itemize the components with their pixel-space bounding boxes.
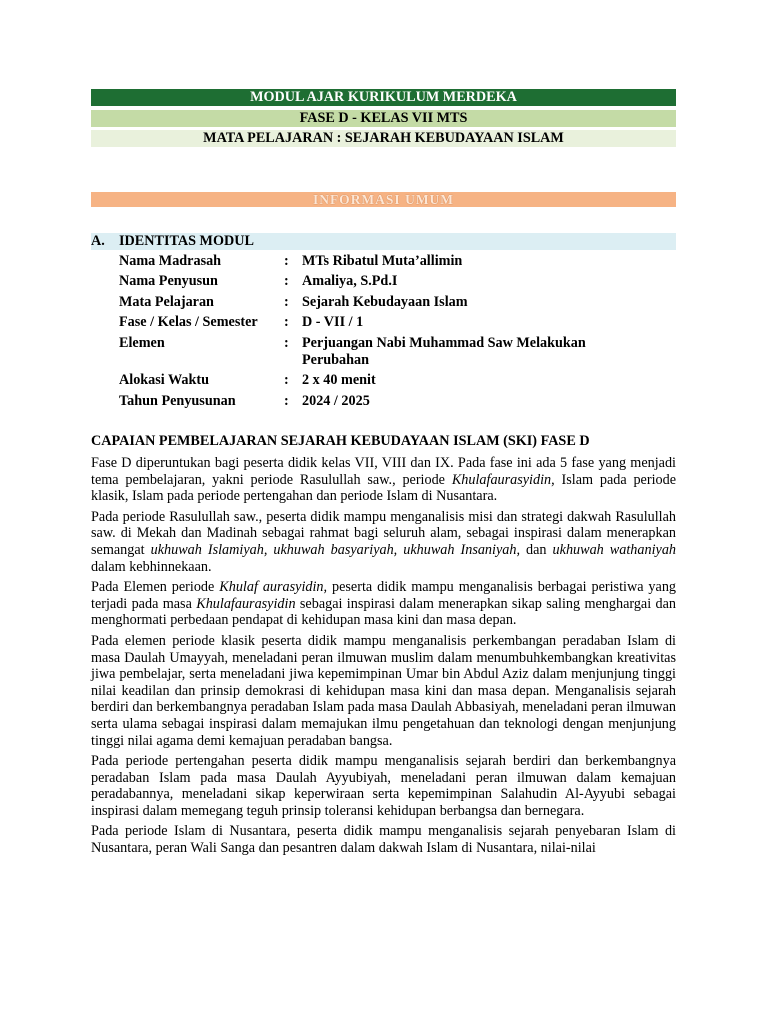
identity-section-header [91, 233, 676, 250]
paragraph-khulafaurasyidin: Pada Elemen periode Khulaf aurasyidin, peserta didik mampu menganalisis berbagai peristiwa yang terjadi pada masa Khulafaurasyidin sebagai inspirasi dalam menerapkan sikap saling menghargai dan menghormati perbedaan pendapat di kehidupan masa kini dan masa depan. [91, 579, 677, 629]
row-value: Sejarah Kebudayaan Islam [302, 294, 468, 310]
subject-heading: MATA PELAJARAN : SEJARAH KEBUDAYAAN ISLAM [91, 130, 676, 147]
learning-outcomes-body [91, 455, 676, 861]
paragraph-klasik: Pada elemen periode klasik peserta didik mampu menganalisis perkembangan peradaban Islam di masa Daulah Umayyah, meneladani peran ilmuwan muslim dalam menumbuhkembangkan kreativitas jiwa pembelajar, serta meneladani jiwa kepemimpinan Umar bin Abdul Aziz dalam menjunjung tinggi nilai keadilan dan prinsip demokrasi di kehidupan masa kini dan masa depan. Menganalisis sejarah berdiri dan berkembangnya peradaban Islam pada masa Daulah Abbasiyah, meneladani peran ilmuwan serta ulama sebagai inspirasi dalam memajukan ilmu pengetahuan dan teknologi dengan menjunjung tinggi nilai agama demi kemajuan peradaban bangsa. [91, 632, 676, 749]
row-value: 2 x 40 menit [302, 372, 376, 388]
row-colon: : [284, 253, 289, 269]
phase-class-heading: FASE D - KELAS VII MTS [91, 110, 676, 127]
paragraph-pertengahan: Pada periode pertengahan peserta didik mampu menganalisis sejarah berdiri dan berkembangnya peradaban Islam pada masa Daulah Ayyubiyah, meneladani peran ilmuwan dalam kemajuan peradabannya, meneladani sikap keperwiraan serta kepemimpinan Salahudin Al-Ayyubi sebagai inspirasi dalam memegang teguh prinsip toleransi kehidupan berbangsa dan bernegara. [91, 753, 676, 819]
learning-outcomes-heading: CAPAIAN PEMBELAJARAN SEJARAH KEBUDAYAAN ISLAM (SKI) FASE D [91, 433, 590, 449]
row-colon: : [284, 335, 289, 351]
paragraph-intro: Fase D diperuntukan bagi peserta didik kelas VII, VIII dan IX. Pada fase ini ada 5 fase yang menjadi tema pembelajaran, yakni periode Rasulullah saw., periode Khulafaurasyidin, Islam pada periode klasik, Islam pada periode pertengahan dan periode Islam di Nusantara. [91, 455, 676, 505]
section-letter: A. [91, 233, 105, 249]
row-label: Fase / Kelas / Semester [119, 314, 258, 330]
row-value: D - VII / 1 [302, 314, 364, 330]
section-title: IDENTITAS MODUL [119, 233, 254, 249]
general-info-heading: INFORMASI UMUM [91, 192, 676, 207]
row-label: Mata Pelajaran [119, 294, 214, 310]
row-colon: : [284, 393, 289, 409]
paragraph-rasulullah: Pada periode Rasulullah saw., peserta didik mampu menganalisis misi dan strategi dakwah Rasulullah saw. di Mekah dan Madinah sebagai rahmat bagi seluruh alam, sebagai inspirasi dalam menerapkan semangat ukhuwah Islamiyah, ukhuwah basyariyah, ukhuwah Insaniyah, dan ukhuwah wathaniyah dalam kebhinnekaan. [91, 508, 677, 575]
row-value: Perjuangan Nabi Muhammad Saw Melakukan Perubahan [302, 335, 586, 368]
row-label: Nama Madrasah [119, 253, 222, 269]
row-value: 2024 / 2025 [302, 393, 370, 409]
row-colon: : [284, 294, 289, 310]
row-label: Tahun Penyusunan [119, 393, 236, 409]
row-colon: : [284, 372, 289, 388]
row-value: MTs Ribatul Muta’allimin [302, 253, 463, 269]
document-title: MODUL AJAR KURIKULUM MERDEKA [91, 89, 676, 106]
row-label: Alokasi Waktu [119, 372, 210, 388]
row-colon: : [284, 273, 289, 289]
paragraph-nusantara: Pada periode Islam di Nusantara, peserta didik mampu menganalisis sejarah penyebaran Islam di Nusantara, peran Wali Sanga dan pesantren dalam dakwah Islam di Nusantara, nilai-nilai [91, 823, 676, 857]
row-label: Elemen [119, 335, 165, 351]
row-value: Amaliya, S.Pd.I [302, 273, 398, 289]
row-label: Nama Penyusun [119, 273, 218, 289]
row-colon: : [284, 314, 289, 330]
